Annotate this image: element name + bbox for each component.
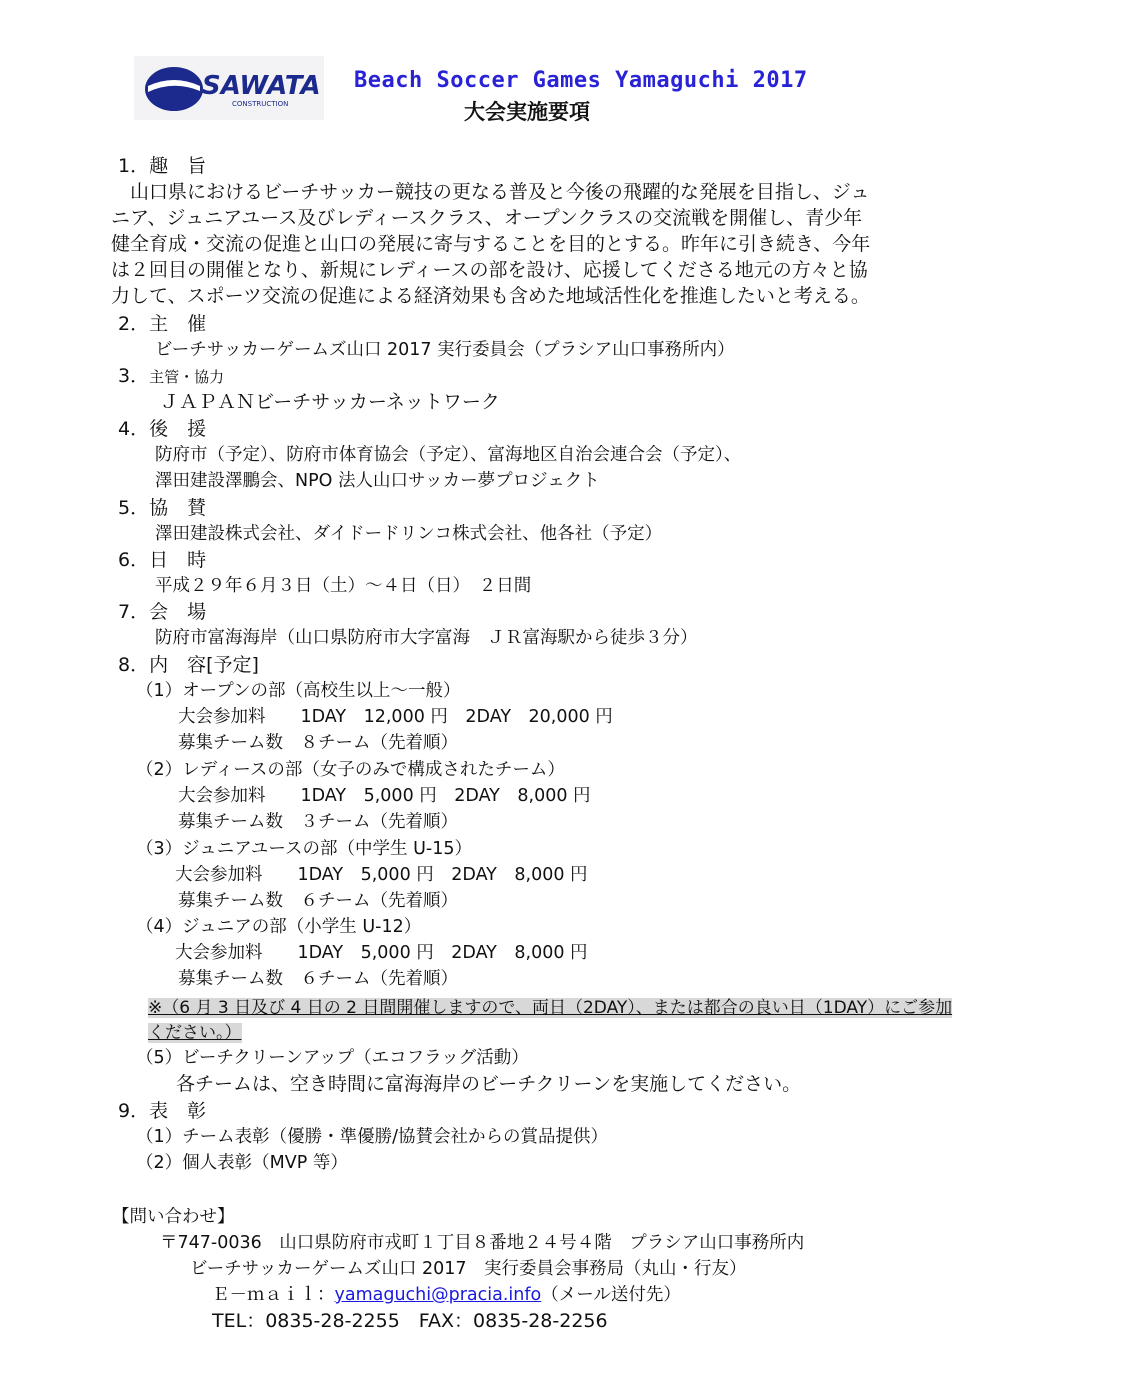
section-4-line: 澤田建設澤鵬会、NPO 法人山口サッカー夢プロジェクト <box>155 471 600 491</box>
email-label: Ｅ－ｍａｉｌ： <box>212 1285 335 1305</box>
section-1-line: ニア、ジュニアユース及びレディースクラス、オープンクラスの交流戦を開催し、青少年 <box>111 207 863 229</box>
email-link[interactable]: yamaguchi@pracia.info <box>334 1285 542 1305</box>
section-6-text: 平成２９年６月３日（土）～４日（日） ２日間 <box>155 576 532 596</box>
section-1-line: 力して、スポーツ交流の促進による経済効果も含めた地域活性化を推進したいと考える。 <box>111 285 870 307</box>
section-1-heading: 1．趣 旨 <box>118 155 207 177</box>
section-4-heading: 4．後 援 <box>118 418 207 440</box>
event-category-title: （3）ジュニアユースの部（中学生 U-15） <box>136 839 472 859</box>
contact-address: 〒747-0036 山口県防府市戎町１丁目８番地２４号４階 プラシア山口事務所内 <box>160 1233 805 1253</box>
event-category-title: （2）レディースの部（女子のみで構成されたチーム） <box>136 760 565 780</box>
section-1-line: は２回目の開催となり、新規にレディースの部を設け、応援してくださる地元の方々と協 <box>111 259 868 281</box>
sawata-logo <box>134 56 324 120</box>
contact-email-row <box>212 1282 681 1308</box>
section-4-line: 防府市（予定）、防府市体育協会（予定）、富海地区自治会連合会（予定）、 <box>155 445 742 465</box>
contact-tel-fax: TEL：0835-28-2255 FAX：0835-28-2256 <box>212 1310 608 1332</box>
section-2-heading: 2．主 催 <box>118 313 207 335</box>
logo-text: SAWATA <box>202 71 321 101</box>
event-category-title: （4）ジュニアの部（小学生 U-12） <box>136 917 422 937</box>
award-line: （1）チーム表彰（優勝・準優勝/協賛会社からの賞品提供） <box>136 1127 609 1147</box>
section-9-heading: 9．表 彰 <box>118 1100 207 1122</box>
event-category-teams: 募集チーム数 ６チーム（先着順） <box>178 969 458 989</box>
email-note: （メール送付先） <box>541 1285 681 1305</box>
award-line: （2）個人表彰（MVP 等） <box>136 1153 348 1173</box>
section-2-text: ビーチサッカーゲームズ山口 2017 実行委員会（プラシア山口事務所内） <box>155 340 735 360</box>
event-category-fee: 大会参加料 1DAY 5,000 円 2DAY 8,000 円 <box>175 865 588 885</box>
section-1-line: 健全育成・交流の促進と山口の発展に寄与することを目的とする。昨年に引き続き、今年 <box>111 233 871 255</box>
event-category-fee: 大会参加料 1DAY 5,000 円 2DAY 8,000 円 <box>178 786 591 806</box>
section-3-heading-label: 主管・協力 <box>149 368 225 386</box>
section-3-heading <box>118 363 224 390</box>
participation-note <box>148 994 952 1021</box>
section-8-heading: 8．内 容[予定] <box>118 654 259 676</box>
event-category-fee: 大会参加料 1DAY 12,000 円 2DAY 20,000 円 <box>178 707 613 727</box>
document-title: Beach Soccer Games Yamaguchi 2017 <box>354 68 808 93</box>
section-6-heading: 6．日 時 <box>118 549 207 571</box>
beach-cleanup-text: 各チームは、空き時間に富海海岸のビーチクリーンを実施してください。 <box>176 1073 802 1095</box>
event-category-title: （1）オープンの部（高校生以上～一般） <box>136 681 461 701</box>
section-7-heading: 7．会 場 <box>118 601 207 623</box>
section-7-text: 防府市富海海岸（山口県防府市大字富海 ＪＲ富海駅から徒歩３分） <box>155 628 698 648</box>
event-category-teams: 募集チーム数 ６チーム（先着順） <box>178 891 458 911</box>
event-category-teams: 募集チーム数 ８チーム（先着順） <box>178 733 458 753</box>
contact-office: ビーチサッカーゲームズ山口 2017 実行委員会事務局（丸山・行友） <box>190 1259 747 1279</box>
document-subtitle: 大会実施要項 <box>464 100 590 124</box>
contact-heading: 【問い合わせ】 <box>112 1207 235 1227</box>
logo-subtext: CONSTRUCTION <box>232 100 289 108</box>
event-category-teams: 募集チーム数 ３チーム（先着順） <box>178 812 458 832</box>
section-5-text: 澤田建設株式会社、ダイドードリンコ株式会社、他各社（予定） <box>155 524 663 544</box>
participation-note-line: ※（6 月 3 日及び 4 日の 2 日間開催しますので、両日（2DAY）、または都合の良い日（1DAY）にご参加 <box>148 998 953 1018</box>
section-1-line: 山口県におけるビーチサッカー競技の更なる普及と今後の飛躍的な発展を目指し、ジュ <box>130 181 870 203</box>
participation-note <box>148 1019 242 1046</box>
participation-note-line: ください。） <box>148 1023 242 1043</box>
section-3-heading-number: 3． <box>118 365 150 387</box>
section-3-text: ＪＡＰＡＮビーチサッカーネットワーク <box>160 391 500 413</box>
beach-cleanup-title: （5）ビーチクリーンアップ（エコフラッグ活動） <box>136 1048 529 1068</box>
section-5-heading: 5．協 賛 <box>118 497 207 519</box>
event-category-fee: 大会参加料 1DAY 5,000 円 2DAY 8,000 円 <box>175 943 588 963</box>
